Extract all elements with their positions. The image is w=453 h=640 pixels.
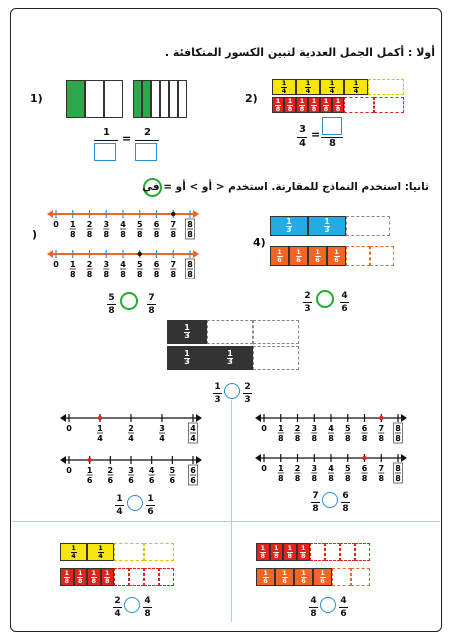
strip-unit-fraction: 1 6 xyxy=(327,246,346,266)
tick-label-numerator: 5 xyxy=(136,260,143,269)
strip-unit-fraction: 1 8 xyxy=(270,543,284,561)
q4-compare-left: 2 3 xyxy=(304,291,311,314)
part2-title: ثانيا: استخدم النماذج للمقارنة. استخدم < أو > أو = في xyxy=(142,181,429,193)
strip-empty-cell xyxy=(325,543,340,561)
tick-label-numerator: 6 xyxy=(361,424,368,433)
tick-label-numerator: 5 xyxy=(169,466,176,475)
tick-label-numerator: 2 xyxy=(86,260,93,269)
tick-label-denominator: 8 xyxy=(187,230,193,239)
tick-label-numerator: 5 xyxy=(344,424,351,433)
q3-compare-right: 7 8 xyxy=(148,293,155,316)
q8-eighths-strip xyxy=(60,568,174,586)
tick-label-denominator: 8 xyxy=(344,474,351,483)
tick-label-numerator: 0 xyxy=(53,220,59,229)
strip-unit-fraction: 1 8 xyxy=(256,543,270,561)
tick-label-numerator: 4 xyxy=(148,466,155,475)
strip-unit-fraction: 1 8 xyxy=(284,97,296,113)
tick-label-numerator: 4 xyxy=(328,464,334,473)
tick-label-denominator: 8 xyxy=(103,230,110,239)
tick-label-denominator: 6 xyxy=(148,476,155,485)
tick-label-numerator: 0 xyxy=(66,424,72,433)
q5-compare-right: 2 3 xyxy=(244,382,251,405)
tick-label-denominator: 6 xyxy=(128,476,134,485)
q8-compare-left: 2 4 xyxy=(114,596,121,619)
tick-label-numerator: 3 xyxy=(128,466,134,475)
q1-left-denominator-box[interactable] xyxy=(94,143,116,161)
q7-compare-left: 7 8 xyxy=(312,491,319,514)
q4-compare-right: 4 6 xyxy=(341,291,348,314)
strip-unit-fraction: 1 8 xyxy=(101,568,115,586)
tick-label-numerator: 7 xyxy=(170,220,177,229)
tick-label-numerator: 8 xyxy=(187,260,193,269)
tick-label-denominator: 4 xyxy=(128,434,134,443)
strip-unit-fraction: 1 8 xyxy=(74,568,88,586)
tick-label-denominator: 8 xyxy=(395,474,401,483)
q3-compare-circle[interactable] xyxy=(120,292,138,310)
q7-compare-circle[interactable] xyxy=(322,492,338,508)
tick-label-denominator: 8 xyxy=(120,230,126,239)
q9-compare-right: 4 6 xyxy=(340,596,347,619)
strip-empty-cell xyxy=(370,246,394,266)
q2-eq-left-denominator: 4 xyxy=(299,138,306,149)
tick-label-numerator: 7 xyxy=(378,464,385,473)
tick-label-numerator: 0 xyxy=(261,424,267,433)
q2-eighths-strip xyxy=(272,97,404,113)
tick-label-denominator: 8 xyxy=(311,474,318,483)
q5-thirds-strip-bottom: 1 3 1 3 xyxy=(167,346,299,370)
tick-label-denominator: 8 xyxy=(153,270,160,279)
grid-divider-horizontal xyxy=(12,521,440,522)
q6-line-sixths xyxy=(60,456,202,485)
tick-label-denominator: 8 xyxy=(344,434,351,443)
q1-equals: = xyxy=(122,132,132,145)
tick-label-numerator: 4 xyxy=(120,220,126,229)
tick-label-denominator: 4 xyxy=(190,434,196,443)
q2-eq-left-numerator: 3 xyxy=(299,124,306,135)
q4-thirds-strip: 1 3 1 3 xyxy=(270,216,394,236)
q2-fourths-strip: 1 4 1 4 1 4 1 4 xyxy=(272,79,404,95)
tick-label-denominator: 8 xyxy=(277,434,284,443)
q6-compare-right: 1 6 xyxy=(147,494,154,517)
tick-label-denominator: 8 xyxy=(187,270,193,279)
tick-label-denominator: 8 xyxy=(378,474,385,483)
tick-label-denominator: 6 xyxy=(107,476,114,485)
q3-line-bottom xyxy=(47,250,199,279)
tick-label-denominator: 8 xyxy=(294,474,301,483)
q7-number-lines xyxy=(250,408,420,488)
tick-label-numerator: 3 xyxy=(103,220,110,229)
tick-label-denominator: 8 xyxy=(328,434,334,443)
q1-right-numerator: 2 xyxy=(144,127,151,138)
tick-label-denominator: 8 xyxy=(170,270,177,279)
tick-label-numerator: 4 xyxy=(120,260,126,269)
marked-point xyxy=(171,212,175,216)
strip-empty-cell xyxy=(144,568,159,586)
tick-label-numerator: 2 xyxy=(294,464,301,473)
strip-empty-cell xyxy=(159,568,174,586)
tick-label-denominator: 8 xyxy=(294,434,301,443)
q9-compare-left: 4 8 xyxy=(310,596,317,619)
tick-label-numerator: 0 xyxy=(53,260,59,269)
strip-unit-fraction: 1 6 xyxy=(294,568,313,586)
tick-label-numerator: 4 xyxy=(328,424,334,433)
marked-point xyxy=(379,416,383,420)
tick-label-denominator: 8 xyxy=(277,474,284,483)
tick-label-denominator: 8 xyxy=(361,434,368,443)
tick-label-numerator: 2 xyxy=(128,424,134,433)
tick-label-denominator: 8 xyxy=(328,474,334,483)
tick-label-numerator: 5 xyxy=(136,220,143,229)
tick-label-denominator: 6 xyxy=(169,476,176,485)
marked-point xyxy=(362,456,366,460)
tick-label-numerator: 7 xyxy=(378,424,385,433)
tick-label-numerator: 2 xyxy=(86,220,93,229)
tick-label-numerator: 1 xyxy=(97,424,103,433)
tick-label-numerator: 1 xyxy=(277,464,284,473)
strip-unit-fraction: 1 6 xyxy=(308,246,327,266)
strip-unit-fraction: 1 6 xyxy=(275,568,294,586)
q1-sixths-model xyxy=(133,80,187,118)
q2-numerator-box[interactable] xyxy=(322,117,342,135)
tick-label-numerator: 0 xyxy=(66,466,72,475)
strip-empty-cell xyxy=(114,568,129,586)
q6-compare-circle[interactable] xyxy=(127,495,143,511)
strip-unit-fraction: 1 6 xyxy=(270,246,289,266)
q6-number-lines xyxy=(55,408,215,493)
q7-compare-right: 6 8 xyxy=(342,491,349,514)
tick-label-numerator: 3 xyxy=(159,424,165,433)
tick-label-denominator: 8 xyxy=(136,230,143,239)
tick-label-numerator: 1 xyxy=(69,260,76,269)
q8-fourths-strip: 1 4 1 4 xyxy=(60,543,174,561)
strip-unit-fraction: 1 8 xyxy=(297,543,311,561)
strip-empty-cell xyxy=(355,543,370,561)
tick-label-denominator: 8 xyxy=(170,230,177,239)
q3-label: ) xyxy=(32,228,38,241)
tick-label-numerator: 1 xyxy=(277,424,284,433)
q3-number-lines xyxy=(40,204,210,279)
tick-label-numerator: 2 xyxy=(294,424,301,433)
strip-empty-cell xyxy=(129,568,144,586)
tick-label-numerator: 8 xyxy=(187,220,193,229)
tick-label-denominator: 8 xyxy=(69,270,76,279)
tick-label-denominator: 8 xyxy=(103,270,110,279)
marked-point xyxy=(138,252,142,256)
strip-unit-fraction: 1 8 xyxy=(332,97,344,113)
part1-title: أولا : أكمل الجمل العددية لتبين الكسور المتكافئة . xyxy=(164,46,435,59)
tick-label-numerator: 4 xyxy=(190,424,196,433)
tick-label-denominator: 8 xyxy=(86,270,93,279)
strip-empty-cell xyxy=(374,97,404,113)
tick-label-denominator: 8 xyxy=(378,434,385,443)
q6-line-fourths xyxy=(60,414,202,443)
strip-unit-fraction: 1 8 xyxy=(60,568,74,586)
strip-unit-fraction: 1 8 xyxy=(320,97,332,113)
q1-label: 1) xyxy=(30,92,43,105)
q7-line-bottom xyxy=(255,454,407,483)
tick-label-numerator: 3 xyxy=(311,464,318,473)
grid-divider-vertical xyxy=(231,400,232,622)
tick-label-denominator: 8 xyxy=(395,434,401,443)
strip-unit-fraction: 1 8 xyxy=(272,97,284,113)
q1-thirds-model xyxy=(66,80,123,118)
strip-empty-cell xyxy=(332,568,351,586)
strip-empty-cell xyxy=(340,543,355,561)
q1-right-denominator-box[interactable] xyxy=(135,143,157,161)
q2-eq-right-denominator: 8 xyxy=(329,138,336,149)
tick-label-numerator: 3 xyxy=(311,424,318,433)
tick-label-denominator: 4 xyxy=(97,434,103,443)
tick-label-numerator: 6 xyxy=(361,464,368,473)
strip-unit-fraction: 1 6 xyxy=(256,568,275,586)
q4-compare-circle[interactable] xyxy=(316,290,334,308)
strip-unit-fraction: 1 8 xyxy=(296,97,308,113)
tick-label-denominator: 8 xyxy=(86,230,93,239)
tick-label-numerator: 8 xyxy=(395,424,401,433)
strip-unit-fraction: 1 6 xyxy=(313,568,332,586)
tick-label-denominator: 6 xyxy=(190,476,196,485)
q3-line-top xyxy=(47,210,199,239)
tick-label-numerator: 0 xyxy=(261,464,267,473)
tick-label-numerator: 3 xyxy=(103,260,110,269)
tick-label-denominator: 8 xyxy=(361,474,368,483)
tick-label-numerator: 5 xyxy=(344,464,351,473)
tick-label-denominator: 6 xyxy=(86,476,93,485)
q5-compare-circle[interactable] xyxy=(224,383,240,399)
q8-compare-circle[interactable] xyxy=(124,597,140,613)
strip-unit-fraction: 1 8 xyxy=(87,568,101,586)
q4-sixths-strip xyxy=(270,246,394,266)
tick-label-denominator: 8 xyxy=(311,434,318,443)
q5-compare-left: 1 3 xyxy=(214,382,221,405)
tick-label-denominator: 8 xyxy=(69,230,76,239)
tick-label-numerator: 6 xyxy=(153,260,160,269)
tick-label-numerator: 6 xyxy=(190,466,196,475)
q7-line-top xyxy=(255,414,407,443)
strip-unit-fraction: 1 8 xyxy=(283,543,297,561)
strip-unit-fraction: 1 8 xyxy=(308,97,320,113)
q5-thirds-strip-top: 1 3 xyxy=(167,320,299,344)
tick-label-denominator: 8 xyxy=(136,270,143,279)
strip-unit-fraction: 1 6 xyxy=(289,246,308,266)
q8-compare-right: 4 8 xyxy=(144,596,151,619)
q2-label: 2) xyxy=(245,92,258,105)
tick-label-numerator: 8 xyxy=(395,464,401,473)
marked-point xyxy=(87,458,91,462)
q9-sixths-strip xyxy=(256,568,370,586)
q2-equals: = xyxy=(311,128,321,141)
strip-empty-cell xyxy=(346,246,370,266)
tick-label-numerator: 6 xyxy=(153,220,160,229)
strip-empty-cell xyxy=(344,97,374,113)
tick-label-denominator: 8 xyxy=(153,230,160,239)
q4-label: 4) xyxy=(253,236,266,249)
tick-label-denominator: 8 xyxy=(120,270,126,279)
q6-compare-left: 1 4 xyxy=(116,494,123,517)
q3-compare-left: 5 8 xyxy=(108,293,115,316)
q9-compare-circle[interactable] xyxy=(320,597,336,613)
tick-label-denominator: 4 xyxy=(159,434,165,443)
strip-empty-cell xyxy=(351,568,370,586)
tick-label-numerator: 7 xyxy=(170,260,177,269)
q1-left-numerator: 1 xyxy=(103,127,110,138)
tick-label-numerator: 2 xyxy=(107,466,114,475)
tick-label-numerator: 1 xyxy=(69,220,76,229)
tick-label-numerator: 1 xyxy=(86,466,93,475)
marked-point xyxy=(98,416,102,420)
strip-empty-cell xyxy=(310,543,325,561)
q9-eighths-strip xyxy=(256,543,370,561)
